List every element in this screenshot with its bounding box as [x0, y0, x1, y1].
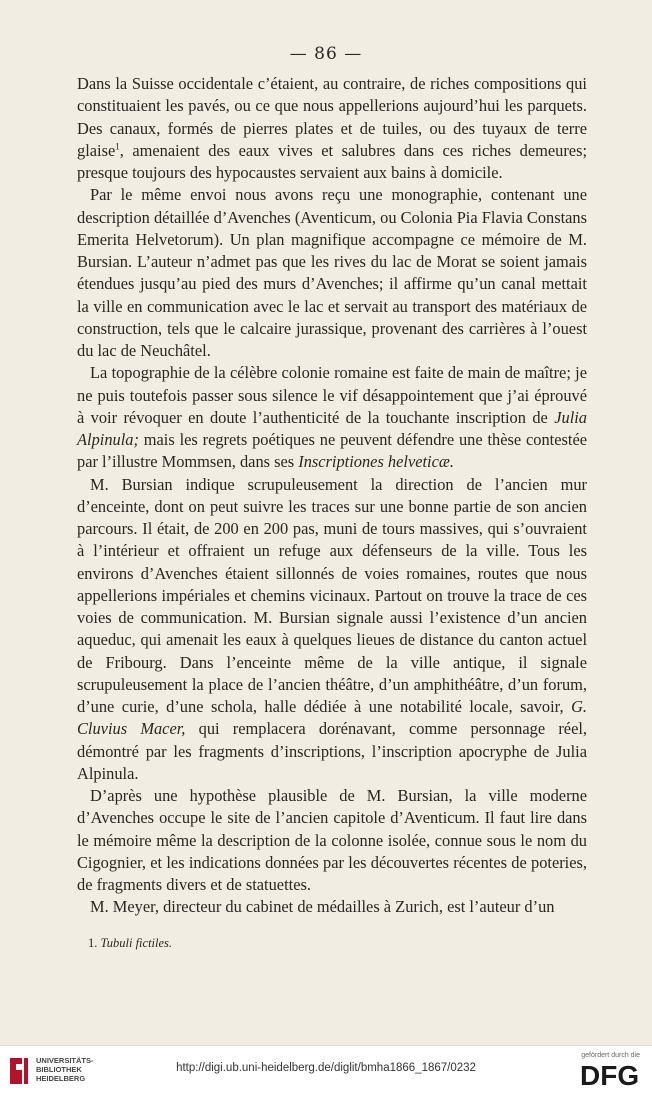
- paragraph-1-text-b: , amenaient des eaux vives et salubres dans ces riches demeures; presque toujours des hypocaustes servaient aux bains à domicile.: [77, 140, 587, 182]
- footnote: [88, 936, 172, 951]
- footnote-number: 1.: [88, 936, 98, 950]
- paragraph-4-text-b: qui remplacera dorénavant, comme personnage réel, démontré par les fragments d’inscriptions, l’inscription apocryphe de Julia Alpinula.: [77, 719, 587, 783]
- body-text: [77, 73, 587, 919]
- viewer-footer: [0, 1045, 652, 1095]
- italic-cluvius-macer: G. Cluvius Macer,: [77, 697, 587, 739]
- funding-credit: gefördert durch die: [581, 1052, 640, 1059]
- paragraph-1: [77, 73, 587, 184]
- paragraph-5: D’après une hypothèse plausible de M. Bursian, la ville moderne d’Avenches occupe le site de l’ancien capitole d’Aventicum. Il faut lire dans le mémoire même la description de la colonne isolée, connue sous le nom du Cigognier, et les indications données par les découvertes récentes de poteries, de fragments divers et de statuettes.: [77, 786, 587, 894]
- paragraph-1-text-a: Dans la Suisse occidentale c’étaient, au contraire, de riches compositions qui constituaient les pavés, ou ce que nous appellerions aujourd’hui les parquets. Des canaux, formés de pierres plates et de tuiles, ou des tuyaux de terre glaise: [77, 74, 587, 160]
- dfg-logo-icon: [578, 1059, 642, 1089]
- footnote-ref: 1: [115, 141, 120, 152]
- paragraph-6: M. Meyer, directeur du cabinet de médailles à Zurich, est l’auteur d’un: [90, 897, 555, 917]
- paragraph-3-text-b: mais les regrets poétiques ne peuvent défendre une thèse contestée par l’illustre Mommsen, dans ses: [77, 430, 587, 472]
- paragraph-2: Par le même envoi nous avons reçu une monographie, contenant une description détaillée d’Avenches (Aventicum, ou Colonia Pia Flavia Constans Emerita Helvetorum). Un plan magnifique accompagne ce mémoire de M. Bursian. L’auteur n’admet pas que les rives du lac de Morat se soient jamais étendues jusqu’au pied des murs d’Avenches; il affirme qu’un canal mettait la ville en communication avec le lac et servait au transport des matériaux de construction, tels que le calcaire jurassique, provenant des carrières à l’ouest du lac de Neuchâtel.: [77, 185, 587, 360]
- paragraph-3-text-a: La topographie de la célèbre colonie romaine est faite de main de maître; je ne puis toutefois passer sous silence le vif désappointement que j’ai éprouvé à voir révoquer en doute l’authenticité de la touchante inscription de: [77, 363, 587, 427]
- paragraph-4: [77, 474, 587, 786]
- library-name-line-2: BIBLIOTHEK: [36, 1065, 82, 1074]
- paragraph-4-text-a: M. Bursian indique scrupuleusement la direction de l’ancien mur d’enceinte, dont on peut suivre les traces sur une bonne partie de son ancien parcours. Il était, de 200 en 200 pas, muni de tours massives, qui s’ouvraient à l’intérieur et offraient un refuge aux défenseurs de la ville. Tous les environs d’Avenches étaient sillonnés de voies romaines, routes que nous appellerions impériales et chemins vicinaux. Partout on trouve la trace de ces voies de communication. M. Bursian signale aussi l’existence d’un ancien aqueduc, qui amenait les eaux à quelques lieues de distance du canton actuel de Fribourg. Dans l’enceinte même de la ville antique, il signale scrupuleusement la place de l’ancien théâtre, d’un amphithéâtre, d’un forum, d’une curie, d’une schola, halle dédiée à une notabilité locale, savoir,: [77, 474, 587, 716]
- dfg-logo-text: DFG: [580, 1060, 640, 1089]
- page-number: — 86 —: [289, 44, 363, 64]
- permalink-url[interactable]: http://digi.ub.uni-heidelberg.de/diglit/bmha1866_1867/0232: [176, 1062, 476, 1074]
- footnote-text: Tubuli fictiles.: [100, 936, 173, 950]
- library-name-line-3: HEIDELBERG: [36, 1074, 86, 1083]
- paragraph-3: [77, 362, 587, 473]
- italic-inscriptiones: Inscriptiones helveticæ.: [298, 452, 454, 472]
- italic-julia-alpinula: Julia Alpinula;: [77, 407, 587, 449]
- library-name-line-1: UNIVERSITÄTS-: [36, 1056, 94, 1065]
